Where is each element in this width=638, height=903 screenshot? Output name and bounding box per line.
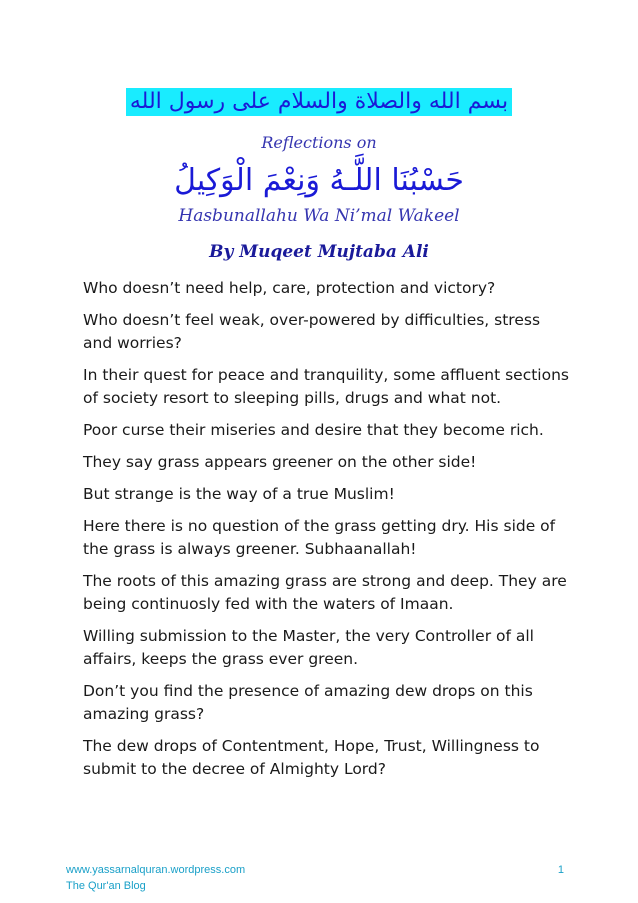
paragraph: The dew drops of Contentment, Hope, Trust, Willingness to submit to the decree of Almighty Lord? [83,737,540,778]
article-body [83,277,573,790]
paragraph: Poor curse their miseries and desire that they become rich. [83,421,544,439]
transliteration-title: Hasbunallahu Wa Ni’mal Wakeel [178,206,460,226]
paragraph: In their quest for peace and tranquility, some affluent sections of society resort to sleeping pills, drugs and what not. [83,366,569,407]
bismillah-text: بسم الله والصلاة والسلام على رسول الله [126,88,512,116]
paragraph: Don’t you find the presence of amazing dew drops on this amazing grass? [83,682,533,723]
paragraph: The roots of this amazing grass are strong and deep. They are being continuosly fed with the waters of Imaan. [83,572,567,613]
paragraph: But strange is the way of a true Muslim! [83,485,395,503]
reflections-on-label: Reflections on [261,133,377,152]
bismillah-banner [0,88,638,116]
paragraph: Who doesn’t feel weak, over-powered by difficulties, stress and worries? [83,311,541,352]
paragraph: Willing submission to the Master, the very Controller of all affairs, keeps the grass ever green. [83,627,534,668]
footer-blog-name: The Qur'an Blog [66,880,146,892]
paragraph: Here there is no question of the grass getting dry. His side of the grass is always greener. Subhaanallah! [83,517,556,558]
arabic-title: حَسْبُنَا اللَّـهُ وَنِعْمَ الْوَكِيلُ [174,163,464,198]
paragraph: Who doesn’t need help, care, protection and victory? [83,279,496,297]
paragraph: They say grass appears greener on the other side! [83,453,477,471]
footer-url-link[interactable]: www.yassarnalquran.wordpress.com [66,864,246,876]
author-byline: By Muqeet Mujtaba Ali [209,242,429,262]
page-number: 1 [557,864,564,876]
